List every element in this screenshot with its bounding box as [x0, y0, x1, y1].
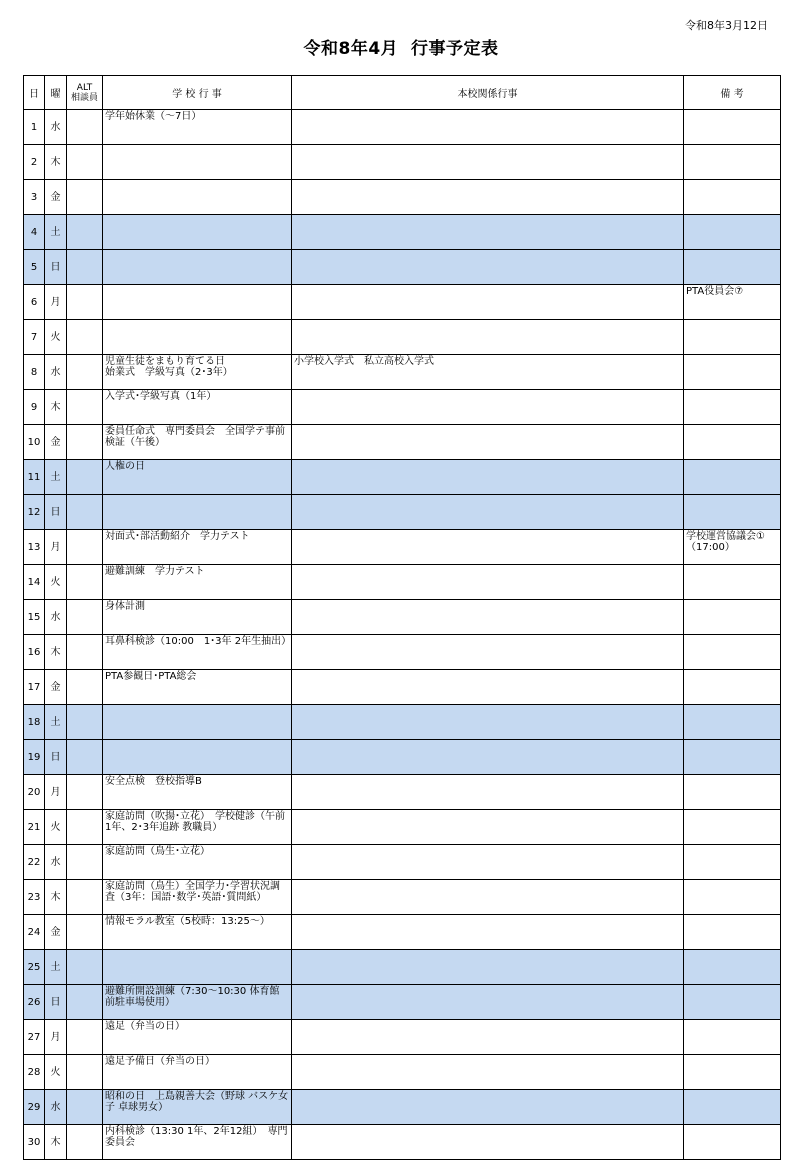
alt-cell	[67, 880, 103, 915]
school-event-cell	[103, 320, 292, 355]
alt-cell	[67, 355, 103, 390]
weekday-cell: 水	[45, 110, 67, 145]
header-related-events: 本校関係行事	[292, 76, 684, 110]
header-row	[24, 76, 781, 110]
related-event-cell	[292, 530, 684, 565]
header-school-events: 学 校 行 事	[103, 76, 292, 110]
table-row	[24, 495, 781, 530]
related-event-cell	[292, 635, 684, 670]
school-event-cell	[103, 950, 292, 985]
related-event-cell	[292, 425, 684, 460]
school-event-cell	[103, 215, 292, 250]
weekday-cell: 金	[45, 915, 67, 950]
notes-cell	[684, 215, 781, 250]
related-event-cell	[292, 845, 684, 880]
related-event-cell	[292, 1055, 684, 1090]
table-row	[24, 985, 781, 1020]
school-event-cell	[103, 705, 292, 740]
table-row	[24, 915, 781, 950]
alt-cell	[67, 915, 103, 950]
related-event-cell: 小学校入学式 私立高校入学式	[292, 355, 684, 390]
table-row	[24, 460, 781, 495]
weekday-cell: 火	[45, 565, 67, 600]
notes-cell	[684, 390, 781, 425]
table-row	[24, 530, 781, 565]
notes-cell	[684, 250, 781, 285]
school-event-cell: 人権の日	[103, 460, 292, 495]
alt-cell	[67, 950, 103, 985]
alt-cell	[67, 495, 103, 530]
notes-cell	[684, 425, 781, 460]
alt-cell	[67, 285, 103, 320]
day-cell: 16	[24, 635, 45, 670]
alt-cell	[67, 635, 103, 670]
weekday-cell: 月	[45, 775, 67, 810]
weekday-cell: 木	[45, 390, 67, 425]
notes-cell	[684, 670, 781, 705]
day-cell: 15	[24, 600, 45, 635]
related-event-cell	[292, 460, 684, 495]
page-title: 令和8年4月 行事予定表	[303, 39, 499, 59]
weekday-cell: 木	[45, 635, 67, 670]
related-event-cell	[292, 285, 684, 320]
related-event-cell	[292, 1090, 684, 1125]
weekday-cell: 土	[45, 215, 67, 250]
weekday-cell: 土	[45, 705, 67, 740]
related-event-cell	[292, 950, 684, 985]
day-cell: 3	[24, 180, 45, 215]
notes-cell: 学校運営協議会①（17:00）	[684, 530, 781, 565]
schedule-table	[23, 75, 781, 1160]
notes-cell: PTA役員会⑦	[684, 285, 781, 320]
notes-cell	[684, 635, 781, 670]
school-event-cell: 遠足予備日（弁当の日）	[103, 1055, 292, 1090]
weekday-cell: 土	[45, 950, 67, 985]
weekday-cell: 日	[45, 985, 67, 1020]
day-cell: 29	[24, 1090, 45, 1125]
weekday-cell: 月	[45, 530, 67, 565]
weekday-cell: 金	[45, 670, 67, 705]
day-cell: 1	[24, 110, 45, 145]
header-dow: 曜	[45, 76, 67, 110]
related-event-cell	[292, 985, 684, 1020]
school-event-cell: 家庭訪問（鳥生）全国学力･学習状況調査（3年：国語･数学･英語･質問紙）	[103, 880, 292, 915]
alt-cell	[67, 250, 103, 285]
table-row	[24, 285, 781, 320]
header-alt-line1: ALT	[76, 82, 93, 93]
weekday-cell: 金	[45, 425, 67, 460]
header-alt-line2: 相談員	[70, 92, 98, 103]
notes-cell	[684, 1125, 781, 1160]
day-cell: 27	[24, 1020, 45, 1055]
notes-cell	[684, 145, 781, 180]
school-event-cell: 入学式･学級写真（1年）	[103, 390, 292, 425]
notes-cell	[684, 495, 781, 530]
weekday-cell: 日	[45, 250, 67, 285]
school-event-cell: 安全点検 登校指導B	[103, 775, 292, 810]
school-event-cell: 情報モラル教室（5校時：13:25～）	[103, 915, 292, 950]
issue-date: 令和8年3月12日	[685, 19, 768, 32]
notes-cell	[684, 705, 781, 740]
weekday-cell: 火	[45, 810, 67, 845]
weekday-cell: 水	[45, 355, 67, 390]
table-row	[24, 565, 781, 600]
related-event-cell	[292, 600, 684, 635]
alt-cell	[67, 530, 103, 565]
weekday-cell: 金	[45, 180, 67, 215]
weekday-cell: 水	[45, 1090, 67, 1125]
school-event-cell: 耳鼻科検診（10:00 1･3年 2年生抽出）	[103, 635, 292, 670]
day-cell: 26	[24, 985, 45, 1020]
table-row	[24, 390, 781, 425]
table-row	[24, 880, 781, 915]
school-event-cell	[103, 740, 292, 775]
weekday-cell: 水	[45, 845, 67, 880]
day-cell: 19	[24, 740, 45, 775]
day-cell: 13	[24, 530, 45, 565]
weekday-cell: 木	[45, 1125, 67, 1160]
table-row	[24, 950, 781, 985]
weekday-cell: 日	[45, 495, 67, 530]
alt-cell	[67, 600, 103, 635]
weekday-cell: 日	[45, 740, 67, 775]
table-row	[24, 775, 781, 810]
school-event-cell: 内科検診（13:30 1年、2年12組） 専門委員会	[103, 1125, 292, 1160]
notes-cell	[684, 565, 781, 600]
table-row	[24, 1020, 781, 1055]
alt-cell	[67, 320, 103, 355]
notes-cell	[684, 880, 781, 915]
alt-cell	[67, 460, 103, 495]
day-cell: 24	[24, 915, 45, 950]
alt-cell	[67, 425, 103, 460]
related-event-cell	[292, 915, 684, 950]
notes-cell	[684, 845, 781, 880]
alt-cell	[67, 145, 103, 180]
related-event-cell	[292, 145, 684, 180]
school-event-cell	[103, 250, 292, 285]
weekday-cell: 月	[45, 285, 67, 320]
table-row	[24, 845, 781, 880]
related-event-cell	[292, 180, 684, 215]
day-cell: 14	[24, 565, 45, 600]
related-event-cell	[292, 810, 684, 845]
notes-cell	[684, 600, 781, 635]
table-row	[24, 810, 781, 845]
alt-cell	[67, 110, 103, 145]
notes-cell	[684, 985, 781, 1020]
day-cell: 12	[24, 495, 45, 530]
header-day: 日	[24, 76, 45, 110]
notes-cell	[684, 1055, 781, 1090]
school-event-cell: 対面式･部活動紹介 学力テスト	[103, 530, 292, 565]
school-event-cell	[103, 145, 292, 180]
related-event-cell	[292, 740, 684, 775]
alt-cell	[67, 1020, 103, 1055]
notes-cell	[684, 775, 781, 810]
day-cell: 18	[24, 705, 45, 740]
alt-cell	[67, 1125, 103, 1160]
table-row	[24, 145, 781, 180]
table-row	[24, 425, 781, 460]
alt-cell	[67, 705, 103, 740]
table-row	[24, 600, 781, 635]
school-event-cell: 遠足（弁当の日）	[103, 1020, 292, 1055]
alt-cell	[67, 775, 103, 810]
school-event-cell: 身体計測	[103, 600, 292, 635]
notes-cell	[684, 460, 781, 495]
alt-cell	[67, 215, 103, 250]
related-event-cell	[292, 705, 684, 740]
school-event-cell	[103, 495, 292, 530]
table-row	[24, 180, 781, 215]
alt-cell	[67, 845, 103, 880]
weekday-cell: 水	[45, 600, 67, 635]
school-event-cell: 避難訓練 学力テスト	[103, 565, 292, 600]
day-cell: 4	[24, 215, 45, 250]
school-event-cell: 家庭訪問（吹揚･立花） 学校健診（午前 1年、2･3年追跡 教職員）	[103, 810, 292, 845]
weekday-cell: 土	[45, 460, 67, 495]
table-row	[24, 250, 781, 285]
day-cell: 8	[24, 355, 45, 390]
day-cell: 17	[24, 670, 45, 705]
related-event-cell	[292, 1125, 684, 1160]
day-cell: 21	[24, 810, 45, 845]
notes-cell	[684, 110, 781, 145]
school-event-cell: 避難所開設訓練（7:30～10:30 体育館前駐車場使用）	[103, 985, 292, 1020]
related-event-cell	[292, 215, 684, 250]
alt-cell	[67, 740, 103, 775]
school-event-cell: 委員任命式 専門委員会 全国学テ事前検証（午後）	[103, 425, 292, 460]
school-event-cell: PTA参観日･PTA総会	[103, 670, 292, 705]
notes-cell	[684, 1020, 781, 1055]
table-row	[24, 705, 781, 740]
table-row	[24, 1090, 781, 1125]
day-cell: 22	[24, 845, 45, 880]
table-row	[24, 670, 781, 705]
weekday-cell: 火	[45, 1055, 67, 1090]
alt-cell	[67, 565, 103, 600]
related-event-cell	[292, 390, 684, 425]
notes-cell	[684, 740, 781, 775]
weekday-cell: 木	[45, 145, 67, 180]
day-cell: 20	[24, 775, 45, 810]
day-cell: 7	[24, 320, 45, 355]
school-event-cell: 学年始休業（～7日）	[103, 110, 292, 145]
table-row	[24, 1055, 781, 1090]
header-notes: 備 考	[684, 76, 781, 110]
notes-cell	[684, 355, 781, 390]
related-event-cell	[292, 775, 684, 810]
notes-cell	[684, 180, 781, 215]
table-row	[24, 740, 781, 775]
related-event-cell	[292, 565, 684, 600]
notes-cell	[684, 915, 781, 950]
related-event-cell	[292, 250, 684, 285]
day-cell: 23	[24, 880, 45, 915]
alt-cell	[67, 670, 103, 705]
school-event-cell: 家庭訪問（鳥生･立花）	[103, 845, 292, 880]
day-cell: 10	[24, 425, 45, 460]
notes-cell	[684, 950, 781, 985]
related-event-cell	[292, 1020, 684, 1055]
day-cell: 25	[24, 950, 45, 985]
day-cell: 2	[24, 145, 45, 180]
related-event-cell	[292, 495, 684, 530]
school-event-cell: 昭和の日 上島親善大会（野球 バスケ女子 卓球男女）	[103, 1090, 292, 1125]
alt-cell	[67, 985, 103, 1020]
alt-cell	[67, 1090, 103, 1125]
notes-cell	[684, 320, 781, 355]
day-cell: 11	[24, 460, 45, 495]
day-cell: 28	[24, 1055, 45, 1090]
school-event-cell	[103, 285, 292, 320]
table-row	[24, 355, 781, 390]
alt-cell	[67, 810, 103, 845]
alt-cell	[67, 390, 103, 425]
table-row	[24, 635, 781, 670]
related-event-cell	[292, 320, 684, 355]
related-event-cell	[292, 110, 684, 145]
school-event-cell	[103, 180, 292, 215]
related-event-cell	[292, 880, 684, 915]
day-cell: 9	[24, 390, 45, 425]
header-alt	[67, 76, 103, 110]
notes-cell	[684, 810, 781, 845]
table-row	[24, 320, 781, 355]
table-row	[24, 1125, 781, 1160]
weekday-cell: 火	[45, 320, 67, 355]
related-event-cell	[292, 670, 684, 705]
alt-cell	[67, 180, 103, 215]
table-row	[24, 110, 781, 145]
school-event-cell: 児童生徒をまもり育てる日 始業式 学級写真（2･3年）	[103, 355, 292, 390]
day-cell: 5	[24, 250, 45, 285]
weekday-cell: 月	[45, 1020, 67, 1055]
notes-cell	[684, 1090, 781, 1125]
table-row	[24, 215, 781, 250]
alt-cell	[67, 1055, 103, 1090]
day-cell: 30	[24, 1125, 45, 1160]
day-cell: 6	[24, 285, 45, 320]
weekday-cell: 木	[45, 880, 67, 915]
